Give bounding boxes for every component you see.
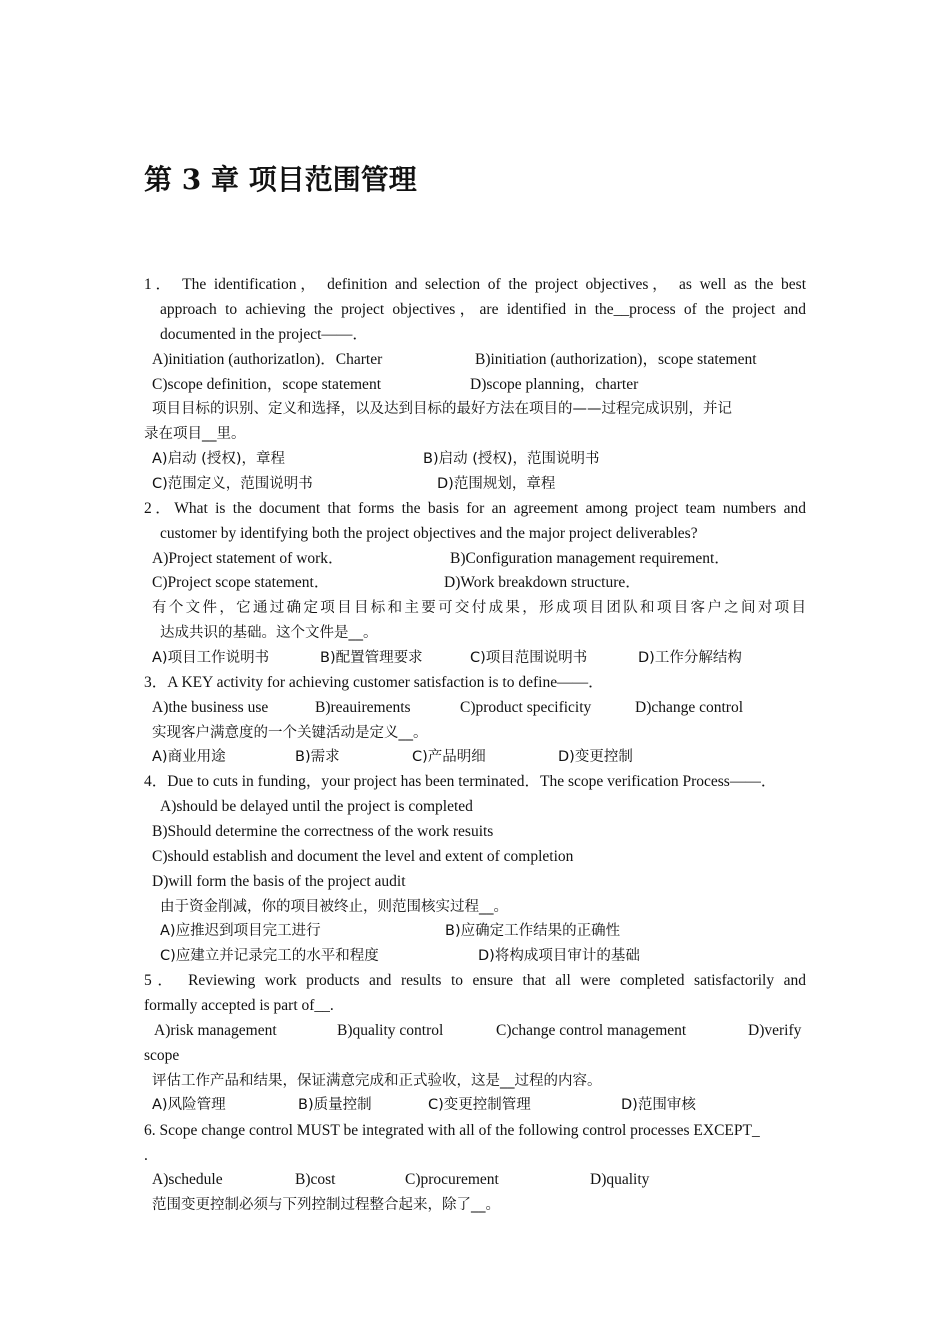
- q1-stem-line1: 1． The identification， definition and selection of the project objectives， as well as the best: [144, 276, 806, 293]
- q5-cn-option-d: D)范围审核: [621, 1097, 696, 1113]
- q3-stem: 3．A KEY activity for achieving customer satisfaction is to define——．: [144, 674, 604, 691]
- q2-cn-stem-line1: 有个文件，它通过确定项目目标和主要可交付成果，形成项目团队和项目客户之间对项目: [152, 600, 806, 616]
- q1-cn-option-c: C)范围定义，范围说明书: [152, 476, 313, 492]
- q4-cn-stem: 由于资金削减，你的项目被终止，则范围核实过程__。: [160, 899, 508, 915]
- q6-cn-stem: 范围变更控制必须与下列控制过程整合起来，除了__。: [152, 1197, 500, 1213]
- q2-cn-option-d: D)工作分解结构: [638, 650, 742, 666]
- q4-cn-option-b: B)应确定工作结果的正确性: [445, 923, 621, 939]
- q2-option-c: C)Project scope statement．: [152, 574, 330, 591]
- q5-cn-option-b: B)质量控制: [298, 1097, 372, 1113]
- q2-cn-option-a: A)项目工作说明书: [152, 650, 270, 666]
- q6-stem-line2: .: [144, 1147, 148, 1164]
- q4-stem: 4．Due to cuts in funding，your project has been terminated．The scope verification Process——．: [144, 773, 777, 790]
- q3-cn-option-d: D)变更控制: [558, 749, 633, 765]
- q4-cn-option-a: A)应推迟到项目完工进行: [160, 923, 321, 939]
- q3-option-b: B)reauirements: [315, 699, 411, 716]
- q5-stem-line2: formally accepted is part of__.: [144, 997, 334, 1014]
- q2-stem-line2: customer by identifying both the project objectives and the major project deliverables?: [160, 525, 698, 542]
- q3-cn-option-b: B)需求: [295, 749, 340, 765]
- q6-option-c: C)procurement: [405, 1171, 499, 1188]
- q3-option-d: D)change control: [635, 699, 744, 716]
- q5-option-d: D)verify: [748, 1022, 802, 1039]
- q4-option-d: D)will form the basis of the project audit: [152, 873, 406, 890]
- q4-option-c: C)should establish and document the level and extent of completion: [152, 848, 574, 865]
- q3-option-c: C)product specificity: [460, 699, 592, 716]
- q5-cn-stem: 评估工作产品和结果，保证满意完成和正式验收，这是__过程的内容。: [152, 1073, 602, 1089]
- q1-cn-stem-line1: 项目目标的识别、定义和选择，以及达到目标的最好方法在项目的——过程完成识别，并记: [152, 401, 732, 417]
- q1-cn-option-d: D)范围规划，章程: [437, 476, 556, 492]
- q2-cn-option-b: B)配置管理要求: [320, 650, 423, 666]
- q5-option-a: A)risk management: [154, 1022, 277, 1039]
- q5-stem-line1: 5． Reviewing work products and results to ensure that all were completed satisfactorily and: [144, 972, 806, 989]
- q3-cn-stem: 实现客户满意度的一个关键活动是定义__。: [152, 725, 428, 741]
- q1-option-d: D)scope planning，charter: [470, 376, 639, 393]
- q4-cn-option-c: C)应建立并记录完工的水平和程度: [160, 948, 379, 964]
- q6-stem-line1: 6. Scope change control MUST be integrated with all of the following control processes EXCEPT_: [144, 1122, 760, 1139]
- q2-cn-option-c: C)项目范围说明书: [470, 650, 588, 666]
- q5-cn-option-c: C)变更控制管理: [428, 1097, 531, 1113]
- q5-cn-option-a: A)风险管理: [152, 1097, 226, 1113]
- q1-option-b: B)initiation (authorization)，scope statement: [475, 351, 757, 368]
- q2-stem-line1: 2．What is the document that forms the basis for an agreement among project team numbers and: [144, 500, 806, 517]
- q3-cn-option-c: C)产品明细: [412, 749, 486, 765]
- q5-option-c: C)change control management: [496, 1022, 687, 1039]
- q6-option-b: B)cost: [295, 1171, 336, 1188]
- q4-option-a: A)should be delayed until the project is completed: [160, 798, 473, 815]
- q6-option-d: D)quality: [590, 1171, 650, 1188]
- chapter-title: 第 3 章 项目范围管理: [144, 163, 417, 196]
- q1-stem-line2: approach to achieving the project objectives，are identified in the__process of the project and: [160, 301, 806, 318]
- q2-option-a: A)Project statement of work．: [152, 550, 344, 567]
- q1-cn-option-a: A)启动 (授权)，章程: [152, 451, 285, 467]
- q1-cn-stem-line2: 录在项目__里。: [144, 426, 246, 442]
- q1-cn-option-b: B)启动 (授权)，范围说明书: [423, 451, 600, 467]
- q1-option-a: A)initiation (authorizatlon)．Charter: [152, 351, 383, 368]
- q6-option-a: A)schedule: [152, 1171, 223, 1188]
- q1-option-c: C)scope definition，scope statement: [152, 376, 381, 393]
- q4-cn-option-d: D)将构成项目审计的基础: [478, 948, 640, 964]
- q3-option-a: A)the business use: [152, 699, 269, 716]
- q2-cn-stem-line2: 达成共识的基础。这个文件是__。: [160, 625, 378, 641]
- q5-option-d-wrap: scope: [144, 1047, 180, 1064]
- q5-option-b: B)quality control: [337, 1022, 444, 1039]
- q2-option-d: D)Work breakdown structure．: [444, 574, 641, 591]
- q1-stem-line3: documented in the project——．: [160, 326, 368, 343]
- q4-option-b: B)Should determine the correctness of the work resuits: [152, 823, 494, 840]
- q3-cn-option-a: A)商业用途: [152, 749, 226, 765]
- q2-option-b: B)Configuration management requirement．: [450, 550, 730, 567]
